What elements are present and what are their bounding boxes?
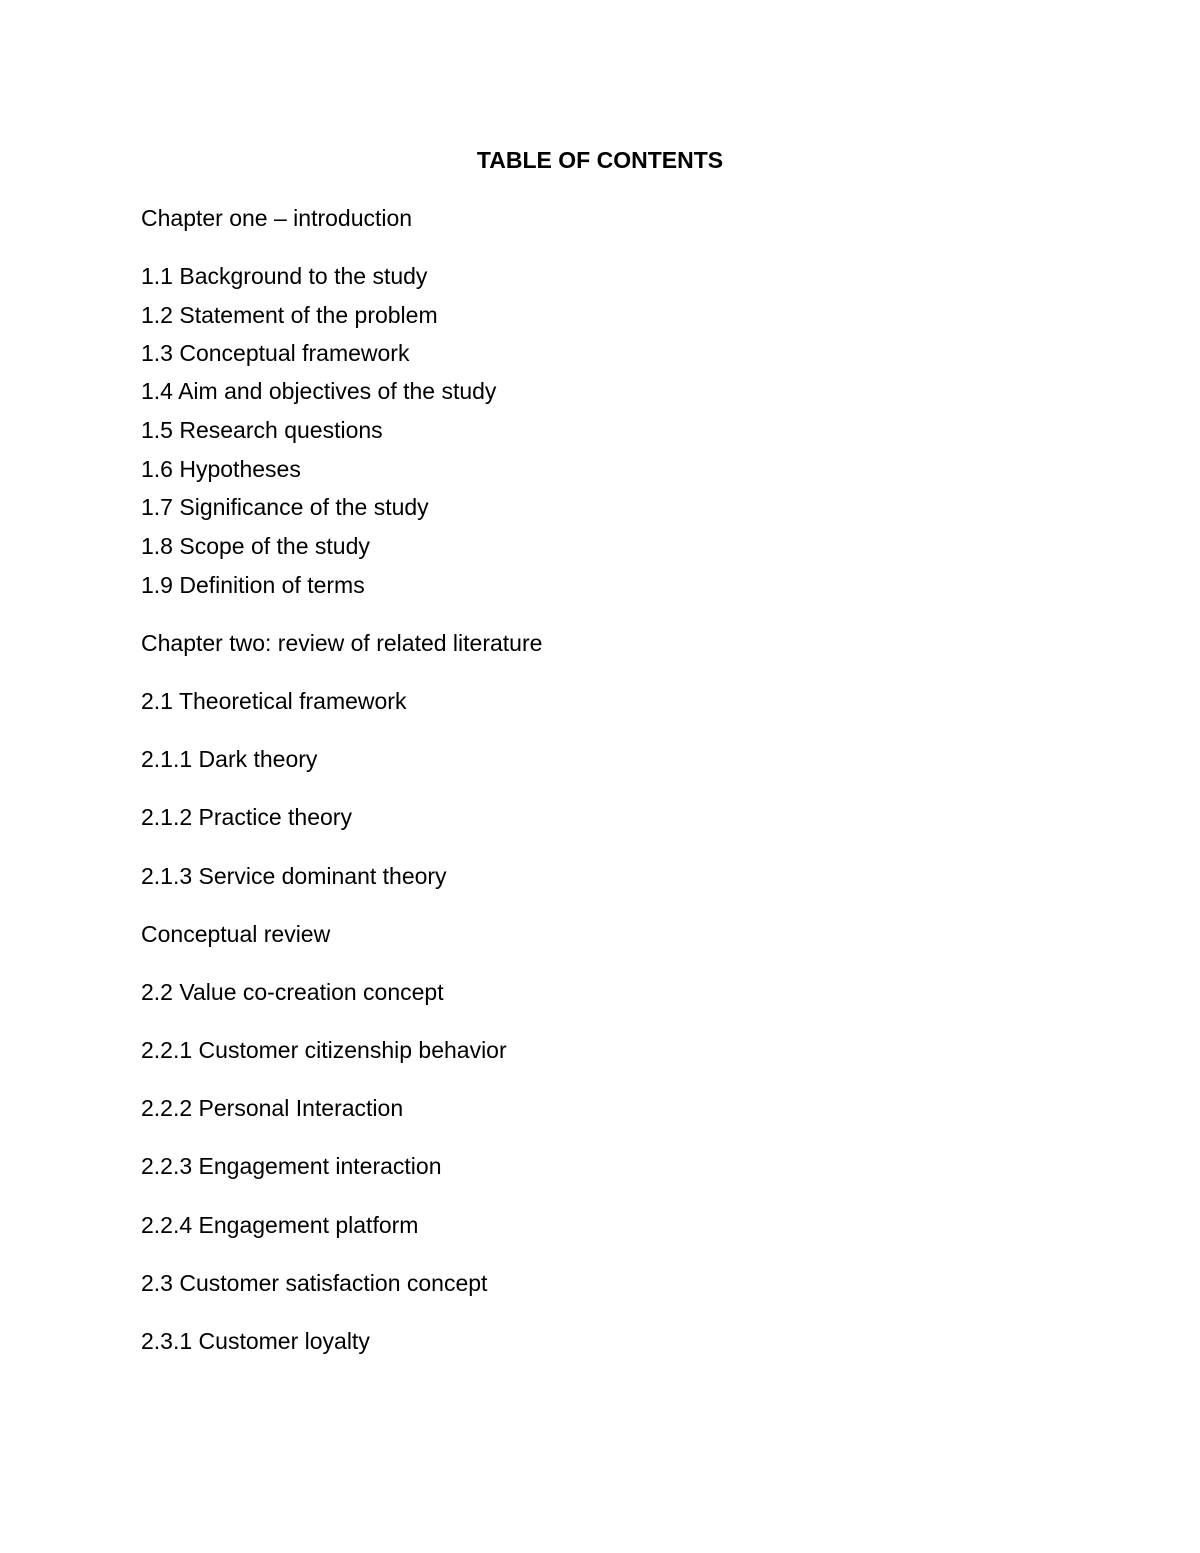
toc-entry: 2.3 Customer satisfaction concept [141, 1270, 488, 1296]
toc-entry: 2.2.1 Customer citizenship behavior [141, 1037, 507, 1063]
toc-entry: 2.2.2 Personal Interaction [141, 1095, 404, 1121]
toc-entry: 1.1 Background to the study [141, 263, 428, 289]
toc-entry: 2.1 Theoretical framework [141, 688, 407, 714]
toc-entry: 1.4 Aim and objectives of the study [141, 378, 497, 404]
toc-entry: 2.1.3 Service dominant theory [141, 863, 447, 889]
toc-entry: 1.6 Hypotheses [141, 456, 301, 482]
chapter-two-heading: Chapter two: review of related literature [141, 630, 543, 656]
toc-entry: 2.2.3 Engagement interaction [141, 1153, 442, 1179]
toc-entry: 2.1.1 Dark theory [141, 746, 318, 772]
toc-entry: 1.5 Research questions [141, 417, 383, 443]
toc-entry: 1.3 Conceptual framework [141, 340, 410, 366]
toc-entry: 2.3.1 Customer loyalty [141, 1328, 370, 1354]
section-heading: Conceptual review [141, 921, 331, 947]
chapter-one-heading: Chapter one – introduction [141, 205, 413, 231]
toc-entry: 2.2.4 Engagement platform [141, 1212, 419, 1238]
toc-entry: 1.9 Definition of terms [141, 572, 365, 598]
toc-entry: 2.2 Value co-creation concept [141, 979, 444, 1005]
toc-entry: 1.7 Significance of the study [141, 494, 429, 520]
toc-entry: 1.8 Scope of the study [141, 533, 370, 559]
page-title: TABLE OF CONTENTS [476, 147, 724, 173]
toc-entry: 2.1.2 Practice theory [141, 804, 352, 830]
toc-entry: 1.2 Statement of the problem [141, 302, 438, 328]
